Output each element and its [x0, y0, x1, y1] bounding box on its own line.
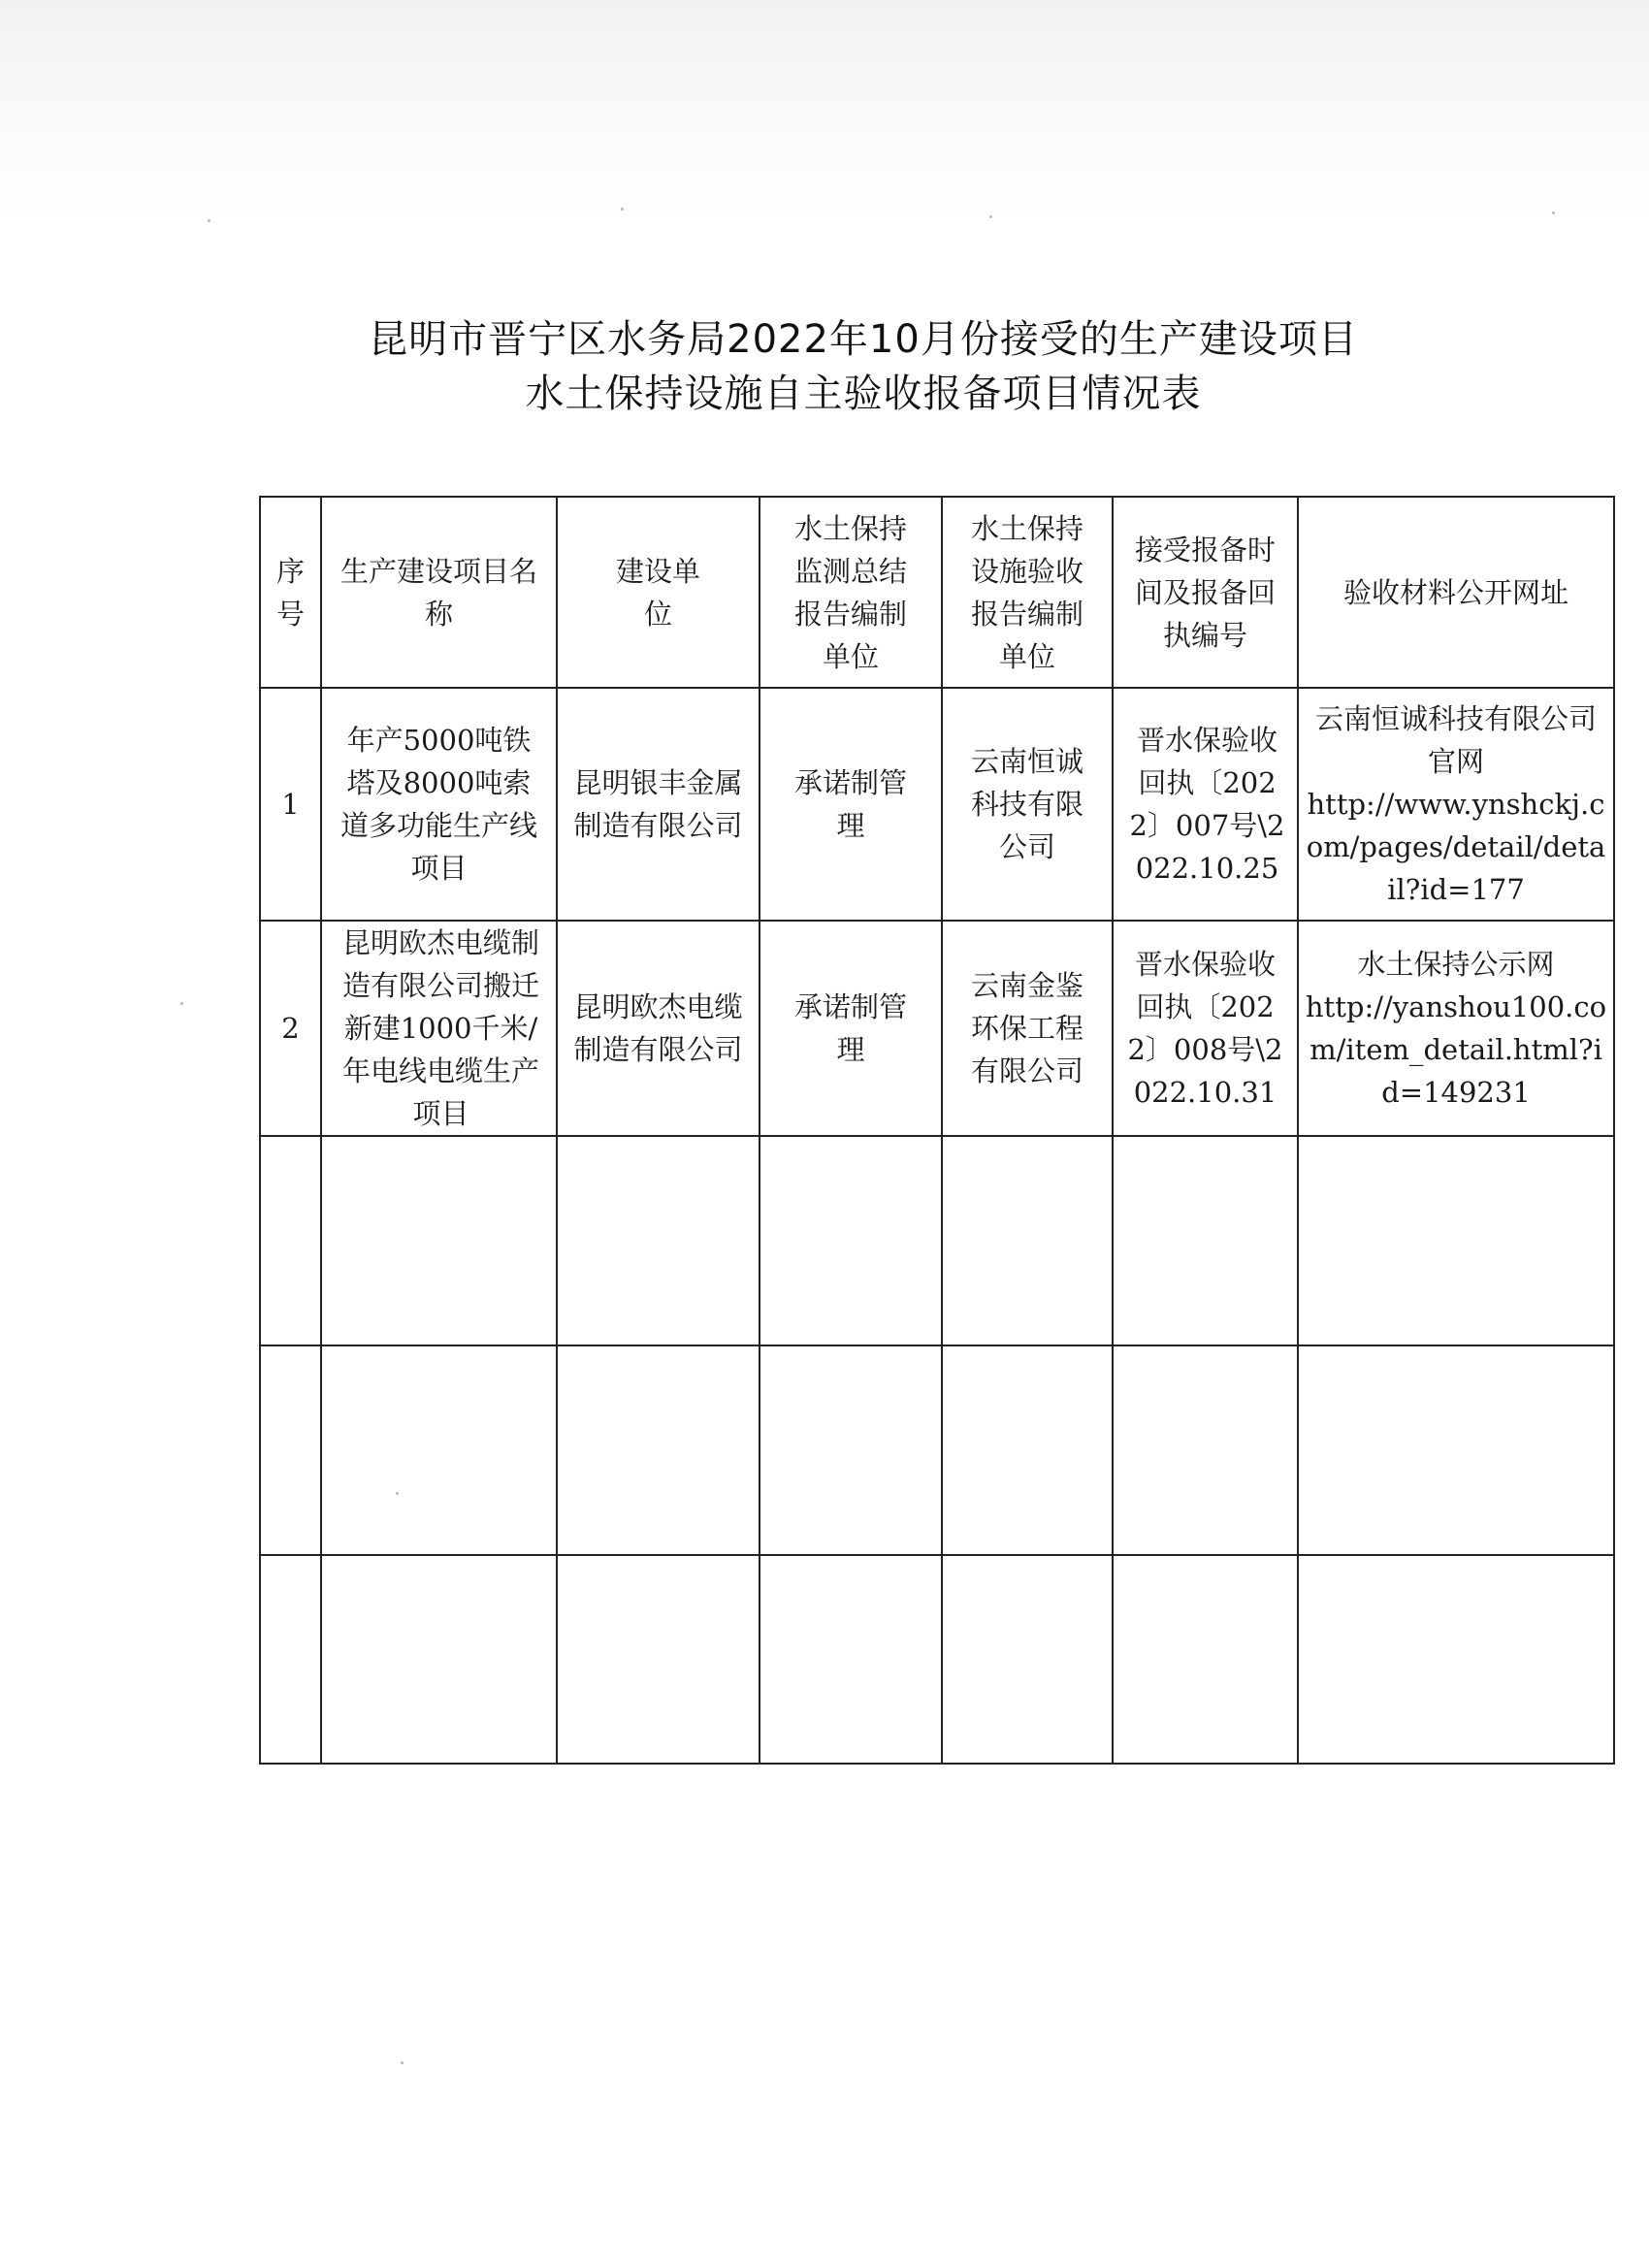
site-name: 云南恒诚科技有限公司官网 — [1314, 702, 1597, 778]
table-header-row — [260, 497, 1614, 688]
receipt-number — [1113, 1555, 1298, 1764]
public-url-cell — [1298, 1555, 1614, 1764]
project-name — [321, 1555, 557, 1764]
table-row — [260, 688, 1614, 921]
acceptance-unit: 云南恒诚科技有限公司 — [942, 688, 1113, 921]
header-cell: 水土保持设施验收报告编制单位 — [942, 497, 1113, 688]
scan-speck — [180, 1002, 183, 1005]
builder-unit — [557, 1555, 760, 1764]
public-url-cell — [1298, 1345, 1614, 1555]
public-url-cell — [1298, 1136, 1614, 1345]
row-number — [260, 1136, 321, 1345]
receipt-number — [1113, 1345, 1298, 1555]
site-name: 水土保持公示网 — [1357, 948, 1555, 981]
document-title-line1: 昆明市晋宁区水务局2022年10月份接受的生产建设项目 — [369, 317, 1358, 362]
document-title-line2: 水土保持设施自主验收报备项目情况表 — [525, 372, 1202, 416]
header-cell: 水土保持监测总结报告编制单位 — [760, 497, 942, 688]
header-cell: 生产建设项目名称 — [321, 497, 557, 688]
header-cell: 序号 — [260, 497, 321, 688]
table-row-empty — [260, 1555, 1614, 1764]
builder-unit — [557, 1136, 760, 1345]
row-number — [260, 1555, 321, 1764]
header-cell: 建设单位 — [557, 497, 760, 688]
monitor-unit — [760, 1555, 942, 1764]
public-url-link[interactable]: http://www.ynshckj.com/pages/detail/detail?id=177 — [1306, 788, 1606, 906]
acceptance-unit — [942, 1136, 1113, 1345]
row-number: 1 — [260, 688, 321, 921]
scan-shading — [0, 0, 1649, 223]
acceptance-unit: 云南金鉴环保工程有限公司 — [942, 921, 1113, 1136]
receipt-number: 晋水保验收回执〔2022〕008号\2022.10.31 — [1113, 921, 1298, 1136]
row-number — [260, 1345, 321, 1555]
monitor-unit: 承诺制管理 — [760, 921, 942, 1136]
table-row — [260, 921, 1614, 1136]
table-row-empty — [260, 1136, 1614, 1345]
builder-unit: 昆明银丰金属制造有限公司 — [557, 688, 760, 921]
header-cell: 接受报备时间及报备回执编号 — [1113, 497, 1298, 688]
public-url-cell — [1298, 688, 1614, 921]
monitor-unit: 承诺制管理 — [760, 688, 942, 921]
public-url-link[interactable]: http://yanshou100.com/item_detail.html?id=149231 — [1305, 990, 1607, 1109]
project-name — [321, 1345, 557, 1555]
scan-speck — [208, 219, 210, 222]
scan-speck — [401, 2061, 404, 2064]
receipt-number — [1113, 1136, 1298, 1345]
scan-speck — [621, 208, 624, 211]
public-url-cell — [1298, 921, 1614, 1136]
project-name: 年产5000吨铁塔及8000吨索道多功能生产线项目 — [321, 688, 557, 921]
monitor-unit — [760, 1345, 942, 1555]
acceptance-unit — [942, 1555, 1113, 1764]
scan-speck — [1552, 211, 1555, 214]
project-name — [321, 1136, 557, 1345]
monitor-unit — [760, 1136, 942, 1345]
receipt-number: 晋水保验收回执〔2022〕007号\2022.10.25 — [1113, 688, 1298, 921]
builder-unit: 昆明欧杰电缆制造有限公司 — [557, 921, 760, 1136]
builder-unit — [557, 1345, 760, 1555]
scan-speck — [989, 215, 992, 218]
project-name: 昆明欧杰电缆制造有限公司搬迁新建1000千米/年电线电缆生产项目 — [321, 921, 557, 1136]
table-row-empty — [260, 1345, 1614, 1555]
filing-table — [259, 496, 1615, 1765]
row-number: 2 — [260, 921, 321, 1136]
header-cell: 验收材料公开网址 — [1298, 497, 1614, 688]
acceptance-unit — [942, 1345, 1113, 1555]
